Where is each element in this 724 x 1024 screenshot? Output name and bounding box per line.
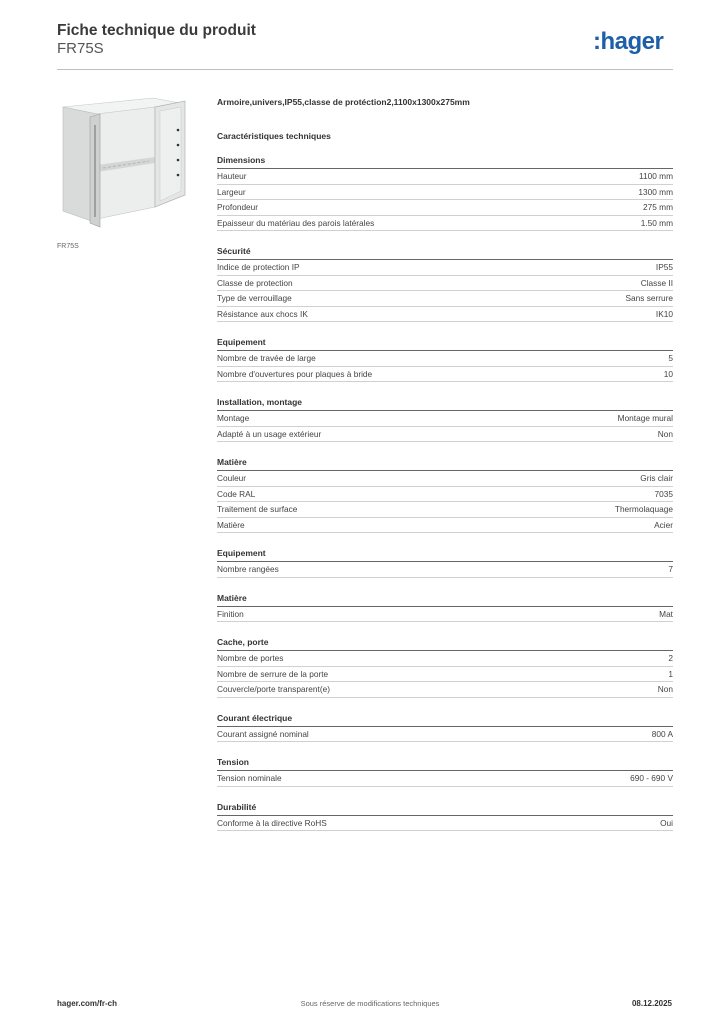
spec-label: Nombre de travée de large [217,353,316,364]
spec-label: Profondeur [217,202,259,213]
technical-characteristics-title: Caractéristiques techniques [217,131,331,141]
spec-label: Couleur [217,473,247,484]
spec-group-title: Matière [217,592,673,607]
spec-value: 1.50 mm [640,217,673,228]
spec-row [217,518,673,534]
spec-label: Type de verrouillage [217,293,292,304]
spec-value: IP55 [655,262,673,273]
spec-value: Acier [654,519,673,530]
spec-group [217,636,673,698]
spec-label: Courant assigné nominal [217,728,309,739]
spec-value: Montage mural [617,413,673,424]
spec-group-title: Durabilité [217,801,673,816]
spec-value: 1 [668,668,673,679]
spec-label: Nombre de portes [217,653,284,664]
spec-value: Classe II [640,277,673,288]
spec-row [217,307,673,323]
spec-label: Indice de protection IP [217,262,300,273]
spec-group [217,336,673,382]
spec-label: Traitement de surface [217,504,298,515]
spec-group-title: Sécurité [217,245,673,260]
spec-row [217,260,673,276]
spec-label: Résistance aux chocs IK [217,308,308,319]
spec-label: Adapté à un usage extérieur [217,428,322,439]
spec-value: Sans serrure [625,293,673,304]
spec-label: Montage [217,413,250,424]
spec-row [217,562,673,578]
product-description: Armoire,univers,IP55,classe de protéction2,1100x1300x275mm [217,97,470,107]
spec-label: Finition [217,608,244,619]
spec-value: 275 mm [643,202,673,213]
spec-label: Code RAL [217,488,256,499]
spec-row [217,487,673,503]
spec-group-title: Installation, montage [217,396,673,411]
spec-row [217,276,673,292]
spec-value: Thermolaquage [614,504,673,515]
spec-group-title: Equipement [217,547,673,562]
spec-value: 5 [668,353,673,364]
spec-group [217,547,673,578]
spec-row [217,291,673,307]
spec-row [217,216,673,232]
spec-value: Non [657,428,673,439]
spec-row [217,185,673,201]
spec-row [217,367,673,383]
spec-value: 7 [668,564,673,575]
spec-label: Couvercle/porte transparent(e) [217,684,330,695]
spec-label: Matière [217,519,245,530]
logo-text: :hager [593,28,664,55]
spec-value: 7035 [654,488,673,499]
spec-row [217,667,673,683]
spec-row [217,502,673,518]
spec-group-title: Dimensions [217,154,673,169]
spec-value: 1300 mm [638,186,673,197]
spec-group [217,801,673,832]
footer-website: hager.com/fr-ch [57,999,118,1008]
spec-value: Oui [660,817,673,828]
spec-group-title: Cache, porte [217,636,673,651]
spec-row [217,771,673,787]
spec-group [217,592,673,623]
spec-label: Nombre de serrure de la porte [217,668,329,679]
spec-group [217,712,673,743]
spec-row [217,200,673,216]
spec-row [217,411,673,427]
spec-group-title: Courant électrique [217,712,673,727]
spec-group [217,154,673,231]
spec-row [217,471,673,487]
spec-group [217,396,673,442]
product-reference: FR75S [57,40,104,57]
spec-value: 690 - 690 V [630,773,673,784]
spec-value: 1100 mm [639,171,673,182]
spec-value: 800 A [651,728,673,739]
spec-group-title: Matière [217,456,673,471]
spec-label: Largeur [217,186,246,197]
footer-note: Sous réserve de modifications techniques [300,999,440,1008]
spec-group [217,456,673,533]
hager-logo [593,28,675,56]
spec-label: Tension nominale [217,773,282,784]
spec-group [217,756,673,787]
spec-row [217,427,673,443]
spec-group-title: Equipement [217,336,673,351]
footer-date: 08.12.2025 [631,999,672,1008]
spec-value: Gris clair [640,473,673,484]
spec-groups [217,154,673,831]
product-image [57,95,202,233]
spec-value: 10 [663,368,673,379]
spec-group-title: Tension [217,756,673,771]
spec-row [217,651,673,667]
spec-row [217,816,673,832]
spec-label: Conforme à la directive RoHS [217,817,327,828]
spec-value: Non [657,684,673,695]
spec-group [217,245,673,322]
spec-label: Epaisseur du matériau des parois latérales [217,217,375,228]
spec-label: Nombre rangées [217,564,279,575]
spec-label: Classe de protection [217,277,293,288]
spec-value: 2 [668,653,673,664]
spec-row [217,169,673,185]
spec-row [217,682,673,698]
spec-row [217,727,673,743]
spec-row [217,351,673,367]
spec-row [217,607,673,623]
image-caption: FR75S [57,243,79,250]
spec-label: Hauteur [217,171,247,182]
spec-sheet [217,96,673,831]
spec-value: IK10 [655,308,673,319]
page-title: Fiche technique du produit [57,22,256,39]
spec-label: Nombre d'ouvertures pour plaques à bride [217,368,373,379]
spec-value: Mat [659,608,673,619]
header-divider [57,69,673,70]
